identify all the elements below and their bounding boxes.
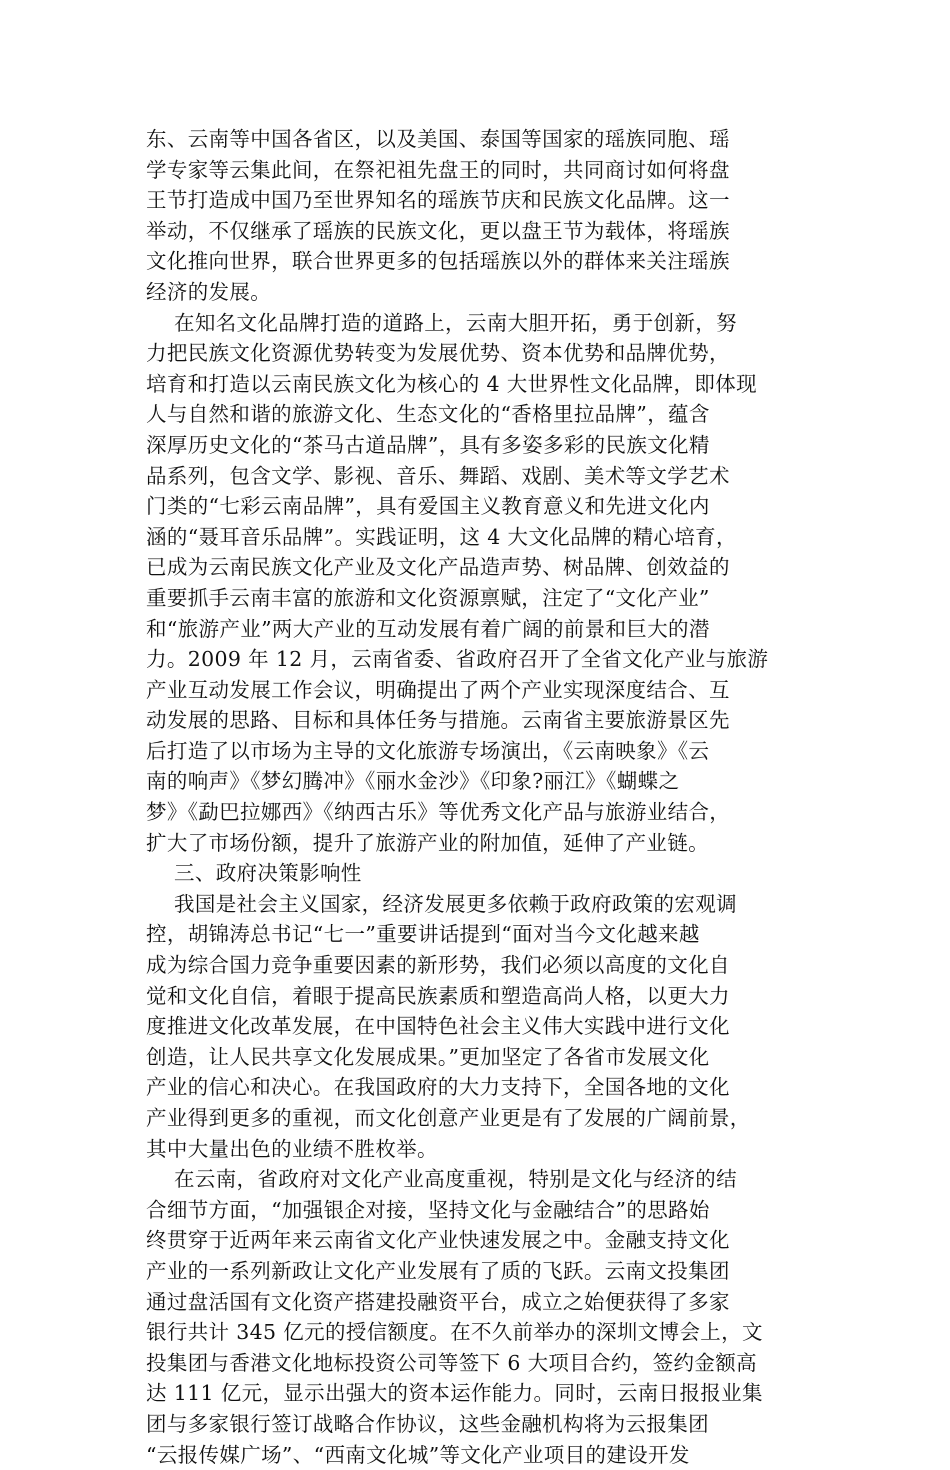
text-line: 觉和文化自信，着眼于提高民族素质和塑造高尚人格，以更大力 bbox=[146, 983, 730, 1008]
text-line: 培育和打造以云南民族文化为核心的 4 大世界性文化品牌，即体现 bbox=[146, 371, 757, 396]
text-line: 扩大了市场份额，提升了旅游产业的附加值，延伸了产业链。 bbox=[146, 830, 709, 855]
text-line: 三、政府决策影响性 bbox=[174, 861, 362, 886]
text-line: 产业的一系列新政让文化产业发展有了质的飞跃。云南文投集团 bbox=[146, 1258, 730, 1283]
text-line: 产业互动发展工作会议，明确提出了两个产业实现深度结合、互 bbox=[146, 677, 730, 702]
text-line: 门类的“七彩云南品牌”，具有爱国主义教育意义和先进文化内 bbox=[146, 494, 710, 519]
text-line: 品系列，包含文学、影视、音乐、舞蹈、戏剧、美术等文学艺术 bbox=[146, 463, 730, 488]
text-line: 在知名文化品牌打造的道路上，云南大胆开拓，勇于创新，努 bbox=[174, 310, 737, 335]
text-line: 人与自然和谐的旅游文化、生态文化的“香格里拉品牌”，蕴含 bbox=[146, 402, 710, 427]
text-line: 投集团与香港文化地标投资公司等签下 6 大项目合约，签约金额高 bbox=[146, 1350, 757, 1375]
text-line: 深厚历史文化的“茶马古道品牌”，具有多姿多彩的民族文化精 bbox=[146, 432, 710, 457]
text-line: 银行共计 345 亿元的授信额度。在不久前举办的深圳文博会上，文 bbox=[146, 1320, 763, 1345]
text-line: 产业得到更多的重视，而文化创意产业更是有了发展的广阔前景， bbox=[146, 1106, 751, 1130]
text-line: 涵的“聂耳音乐品牌”。实践证明，这 4 大文化品牌的精心培育， bbox=[146, 524, 737, 549]
text-line: 重要抓手云南丰富的旅游和文化资源禀赋，注定了“文化产业” bbox=[146, 585, 710, 610]
text-line: 和“旅游产业”两大产业的互动发展有着广阔的前景和巨大的潜 bbox=[146, 616, 710, 641]
text-line: 通过盘活国有文化资产搭建投融资平台，成立之始便获得了多家 bbox=[146, 1289, 730, 1314]
text-line: 梦》《勐巴拉娜西》《纳西古乐》等优秀文化产品与旅游业结合， bbox=[146, 800, 731, 825]
text-line: 我国是社会主义国家，经济发展更多依赖于政府政策的宏观调 bbox=[174, 891, 737, 916]
text-line: 在云南，省政府对文化产业高度重视，特别是文化与经济的结 bbox=[174, 1167, 737, 1192]
text-line: 创造，让人民共享文化发展成果。”更加坚定了各省市发展文化 bbox=[146, 1044, 710, 1069]
text-line: 达 111 亿元，显示出强大的资本运作能力。同时，云南日报报业集 bbox=[146, 1381, 763, 1406]
text-line: 其中大量出色的业绩不胜枚举。 bbox=[146, 1136, 438, 1161]
body-text bbox=[146, 124, 786, 1470]
text-line: 文化推向世界，联合世界更多的包括瑶族以外的群体来关注瑶族 bbox=[146, 249, 730, 274]
text-line: “云报传媒广场”、“西南文化城”等文化产业项目的建设开发 bbox=[146, 1442, 690, 1467]
text-line: 动发展的思路、目标和具体任务与措施。云南省主要旅游景区先 bbox=[146, 708, 730, 733]
text-line: 学专家等云集此间，在祭祀祖先盘王的同时，共同商讨如何将盘 bbox=[146, 157, 730, 182]
text-line: 力把民族文化资源优势转变为发展优势、资本优势和品牌优势， bbox=[146, 341, 730, 366]
text-line: 南的响声》《梦幻腾冲》《丽水金沙》《印象?丽江》《蝴蝶之 bbox=[146, 769, 680, 794]
text-line: 已成为云南民族文化产业及文化产品造声势、树品牌、创效益的 bbox=[146, 555, 730, 580]
text-line: 举动，不仅继承了瑶族的民族文化，更以盘王节为载体，将瑶族 bbox=[146, 218, 730, 243]
text-line: 王节打造成中国乃至世界知名的瑶族节庆和民族文化品牌。这一 bbox=[146, 188, 730, 213]
text-line: 控，胡锦涛总书记“七一”重要讲话提到“面对当今文化越来越 bbox=[146, 922, 700, 947]
text-line: 合细节方面，“加强银企对接，坚持文化与金融结合”的思路始 bbox=[146, 1197, 710, 1222]
text-line: 东、云南等中国各省区，以及美国、泰国等国家的瑶族同胞、瑶 bbox=[146, 127, 730, 151]
text-line: 力。2009 年 12 月，云南省委、省政府召开了全省文化产业与旅游 bbox=[146, 647, 769, 672]
text-line: 团与多家银行签订战略合作协议，这些金融机构将为云报集团 bbox=[146, 1411, 709, 1436]
text-line: 产业的信心和决心。在我国政府的大力支持下，全国各地的文化 bbox=[146, 1075, 730, 1100]
text-line: 成为综合国力竞争重要因素的新形势，我们必须以高度的文化自 bbox=[146, 953, 730, 978]
text-line: 度推进文化改革发展，在中国特色社会主义伟大实践中进行文化 bbox=[146, 1014, 730, 1039]
text-line: 经济的发展。 bbox=[146, 279, 272, 304]
text-line: 终贯穿于近两年来云南省文化产业快速发展之中。金融支持文化 bbox=[146, 1228, 730, 1253]
text-line: 后打造了以市场为主导的文化旅游专场演出，《云南映象》《云 bbox=[146, 738, 710, 763]
